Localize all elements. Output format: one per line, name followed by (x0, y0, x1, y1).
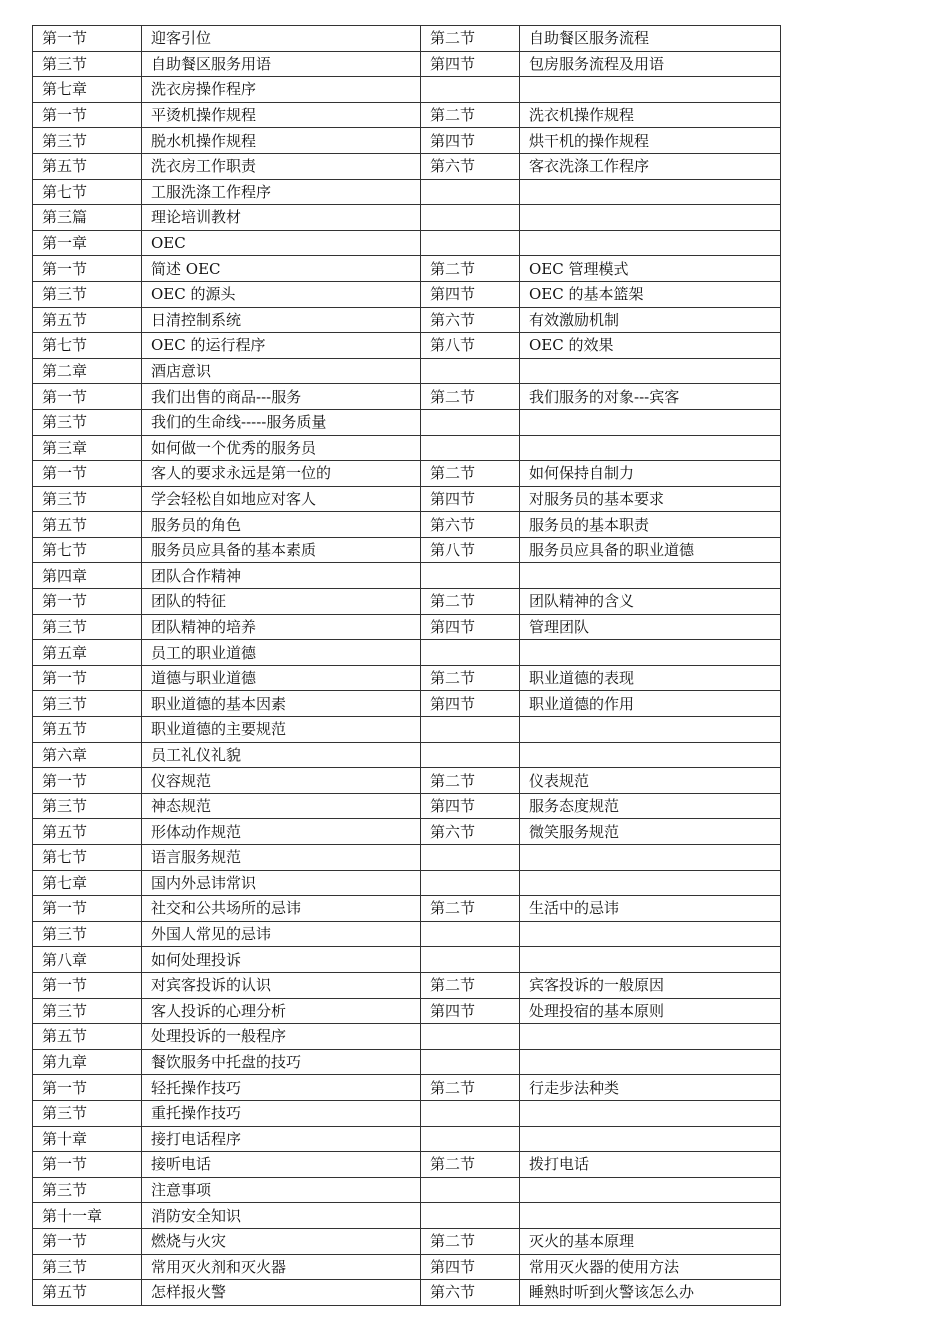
entry-number: 第一节 (33, 896, 142, 922)
entry-title: OEC 的源头 (142, 281, 421, 307)
entry-title-right (520, 870, 781, 896)
entry-title: 接听电话 (142, 1152, 421, 1178)
entry-number: 第三节 (33, 998, 142, 1024)
entry-title-right: 宾客投诉的一般原因 (520, 972, 781, 998)
entry-title: OEC (142, 230, 421, 256)
table-row (33, 1254, 781, 1280)
entry-number-right: 第四节 (421, 691, 520, 717)
entry-title-right: 服务态度规范 (520, 793, 781, 819)
table-row (33, 614, 781, 640)
table-row (33, 435, 781, 461)
entry-number: 第三节 (33, 614, 142, 640)
entry-title: 洗衣房工作职责 (142, 153, 421, 179)
entry-number-right: 第六节 (421, 307, 520, 333)
entry-title: 怎样报火警 (142, 1280, 421, 1306)
table-row (33, 1152, 781, 1178)
entry-number: 第三节 (33, 1254, 142, 1280)
entry-title: 工服洗涤工作程序 (142, 179, 421, 205)
entry-number-right: 第二节 (421, 102, 520, 128)
entry-number-right: 第二节 (421, 768, 520, 794)
entry-title: 仪容规范 (142, 768, 421, 794)
entry-title-right (520, 1049, 781, 1075)
entry-number-right: 第二节 (421, 26, 520, 52)
entry-title-right: 微笑服务规范 (520, 819, 781, 845)
entry-number-right (421, 947, 520, 973)
entry-number-right (421, 870, 520, 896)
entry-title-right (520, 742, 781, 768)
entry-title: 团队精神的培养 (142, 614, 421, 640)
entry-number: 第五节 (33, 307, 142, 333)
entry-number-right: 第六节 (421, 512, 520, 538)
entry-title-right: OEC 的基本篮架 (520, 281, 781, 307)
entry-number: 第一节 (33, 26, 142, 52)
entry-title-right (520, 358, 781, 384)
entry-number: 第三节 (33, 281, 142, 307)
entry-title-right: 我们服务的对象---宾客 (520, 384, 781, 410)
entry-title-right: OEC 管理模式 (520, 256, 781, 282)
entry-title: 神态规范 (142, 793, 421, 819)
table-row (33, 102, 781, 128)
entry-number: 第一节 (33, 384, 142, 410)
entry-title: 客人的要求永远是第一位的 (142, 461, 421, 487)
entry-title-right: 常用灭火器的使用方法 (520, 1254, 781, 1280)
entry-title-right: 有效激励机制 (520, 307, 781, 333)
entry-number-right: 第二节 (421, 256, 520, 282)
entry-number: 第一章 (33, 230, 142, 256)
entry-title-right (520, 1177, 781, 1203)
entry-number: 第五节 (33, 819, 142, 845)
entry-title-right: 对服务员的基本要求 (520, 486, 781, 512)
entry-number: 第一节 (33, 589, 142, 615)
entry-title: 团队合作精神 (142, 563, 421, 589)
entry-title: 接打电话程序 (142, 1126, 421, 1152)
entry-number-right (421, 435, 520, 461)
table-row (33, 640, 781, 666)
entry-number-right: 第六节 (421, 153, 520, 179)
entry-title: 职业道德的主要规范 (142, 717, 421, 743)
entry-number: 第七章 (33, 77, 142, 103)
entry-title-right: 服务员的基本职责 (520, 512, 781, 538)
entry-number: 第一节 (33, 256, 142, 282)
entry-number-right: 第二节 (421, 384, 520, 410)
table-row (33, 665, 781, 691)
entry-title-right: 生活中的忌讳 (520, 896, 781, 922)
entry-number-right: 第四节 (421, 51, 520, 77)
entry-number: 第七节 (33, 845, 142, 871)
entry-title-right (520, 435, 781, 461)
table-row (33, 742, 781, 768)
entry-number: 第十一章 (33, 1203, 142, 1229)
entry-number: 第三节 (33, 1177, 142, 1203)
table-row (33, 563, 781, 589)
entry-number: 第七节 (33, 333, 142, 359)
entry-title: 处理投诉的一般程序 (142, 1024, 421, 1050)
entry-title: 重托操作技巧 (142, 1100, 421, 1126)
entry-title-right (520, 1024, 781, 1050)
table-row (33, 1228, 781, 1254)
entry-number-right: 第二节 (421, 1228, 520, 1254)
entry-number-right: 第二节 (421, 1152, 520, 1178)
entry-number-right: 第四节 (421, 1254, 520, 1280)
entry-title-right: 团队精神的含义 (520, 589, 781, 615)
entry-number-right (421, 409, 520, 435)
document-page (32, 25, 780, 1306)
entry-number-right (421, 230, 520, 256)
entry-title-right (520, 845, 781, 871)
entry-title: 国内外忌讳常识 (142, 870, 421, 896)
entry-title: 如何处理投诉 (142, 947, 421, 973)
entry-title: 团队的特征 (142, 589, 421, 615)
entry-number: 第一节 (33, 972, 142, 998)
table-row (33, 896, 781, 922)
table-row (33, 845, 781, 871)
entry-number-right: 第二节 (421, 665, 520, 691)
entry-title-right: 管理团队 (520, 614, 781, 640)
entry-number: 第三节 (33, 1100, 142, 1126)
entry-title-right (520, 717, 781, 743)
entry-number-right (421, 1126, 520, 1152)
entry-title-right: 客衣洗涤工作程序 (520, 153, 781, 179)
entry-title-right (520, 230, 781, 256)
entry-number-right (421, 1049, 520, 1075)
entry-title: 理论培训教材 (142, 205, 421, 231)
entry-number: 第七章 (33, 870, 142, 896)
entry-title-right: 处理投宿的基本原则 (520, 998, 781, 1024)
table-row (33, 307, 781, 333)
entry-number: 第六章 (33, 742, 142, 768)
entry-title-right: 职业道德的表现 (520, 665, 781, 691)
entry-title-right: 服务员应具备的职业道德 (520, 537, 781, 563)
table-row (33, 870, 781, 896)
table-row (33, 947, 781, 973)
entry-number-right (421, 563, 520, 589)
entry-number: 第三节 (33, 128, 142, 154)
entry-title: 注意事项 (142, 1177, 421, 1203)
entry-title: 对宾客投诉的认识 (142, 972, 421, 998)
entry-number-right: 第四节 (421, 793, 520, 819)
entry-title: 学会轻松自如地应对客人 (142, 486, 421, 512)
entry-number: 第一节 (33, 665, 142, 691)
toc-body (33, 26, 781, 1306)
entry-title-right (520, 947, 781, 973)
entry-title: 语言服务规范 (142, 845, 421, 871)
entry-title: 常用灭火剂和灭火器 (142, 1254, 421, 1280)
entry-title: 服务员的角色 (142, 512, 421, 538)
table-row (33, 691, 781, 717)
entry-number-right: 第八节 (421, 333, 520, 359)
table-row (33, 409, 781, 435)
entry-number: 第三节 (33, 486, 142, 512)
entry-title-right: 洗衣机操作规程 (520, 102, 781, 128)
entry-title-right (520, 1203, 781, 1229)
table-row (33, 51, 781, 77)
entry-number-right: 第二节 (421, 589, 520, 615)
entry-title: OEC 的运行程序 (142, 333, 421, 359)
entry-number-right: 第四节 (421, 614, 520, 640)
entry-number-right: 第八节 (421, 537, 520, 563)
table-row (33, 486, 781, 512)
entry-title-right (520, 1100, 781, 1126)
table-row (33, 128, 781, 154)
entry-number: 第二章 (33, 358, 142, 384)
entry-number: 第七节 (33, 179, 142, 205)
entry-number-right: 第二节 (421, 461, 520, 487)
table-row (33, 793, 781, 819)
table-row (33, 256, 781, 282)
entry-number-right (421, 1100, 520, 1126)
entry-title: 酒店意识 (142, 358, 421, 384)
entry-title-right: 职业道德的作用 (520, 691, 781, 717)
table-row (33, 717, 781, 743)
entry-title: 洗衣房操作程序 (142, 77, 421, 103)
entry-title: 日清控制系统 (142, 307, 421, 333)
entry-title-right: 烘干机的操作规程 (520, 128, 781, 154)
entry-number-right: 第四节 (421, 281, 520, 307)
entry-number: 第一节 (33, 768, 142, 794)
entry-number-right: 第二节 (421, 1075, 520, 1101)
entry-title-right: 拨打电话 (520, 1152, 781, 1178)
table-row (33, 333, 781, 359)
entry-title-right (520, 640, 781, 666)
entry-number: 第三章 (33, 435, 142, 461)
table-row (33, 153, 781, 179)
table-row (33, 1126, 781, 1152)
entry-number-right (421, 1203, 520, 1229)
entry-title: 职业道德的基本因素 (142, 691, 421, 717)
table-row (33, 1075, 781, 1101)
entry-title: 我们的生命线-----服务质量 (142, 409, 421, 435)
entry-title: 平烫机操作规程 (142, 102, 421, 128)
entry-title-right (520, 77, 781, 103)
entry-number-right: 第四节 (421, 486, 520, 512)
entry-number: 第七节 (33, 537, 142, 563)
table-row (33, 921, 781, 947)
entry-title-right: 仪表规范 (520, 768, 781, 794)
entry-title: 员工的职业道德 (142, 640, 421, 666)
entry-number-right (421, 179, 520, 205)
entry-number-right (421, 1177, 520, 1203)
table-row (33, 179, 781, 205)
table-row (33, 1177, 781, 1203)
table-row (33, 1203, 781, 1229)
entry-number: 第五节 (33, 717, 142, 743)
entry-title-right (520, 921, 781, 947)
entry-title-right: 包房服务流程及用语 (520, 51, 781, 77)
entry-number-right: 第四节 (421, 998, 520, 1024)
entry-number: 第五章 (33, 640, 142, 666)
entry-title: 迎客引位 (142, 26, 421, 52)
entry-title: 服务员应具备的基本素质 (142, 537, 421, 563)
entry-title: 员工礼仪礼貌 (142, 742, 421, 768)
entry-number: 第五节 (33, 512, 142, 538)
entry-title: 形体动作规范 (142, 819, 421, 845)
entry-number-right: 第六节 (421, 819, 520, 845)
entry-title-right (520, 179, 781, 205)
entry-number: 第三节 (33, 51, 142, 77)
entry-title: 自助餐区服务用语 (142, 51, 421, 77)
entry-number: 第五节 (33, 153, 142, 179)
entry-title: 消防安全知识 (142, 1203, 421, 1229)
entry-number: 第三篇 (33, 205, 142, 231)
table-row (33, 230, 781, 256)
entry-number-right (421, 358, 520, 384)
entry-number-right (421, 205, 520, 231)
entry-number: 第一节 (33, 102, 142, 128)
entry-title-right: OEC 的效果 (520, 333, 781, 359)
table-row (33, 819, 781, 845)
entry-title: 轻托操作技巧 (142, 1075, 421, 1101)
entry-number: 第十章 (33, 1126, 142, 1152)
entry-title-right (520, 1126, 781, 1152)
entry-number: 第三节 (33, 921, 142, 947)
entry-number-right: 第二节 (421, 896, 520, 922)
entry-title: 餐饮服务中托盘的技巧 (142, 1049, 421, 1075)
table-row (33, 205, 781, 231)
entry-number: 第五节 (33, 1024, 142, 1050)
entry-title-right: 睡熟时听到火警该怎么办 (520, 1280, 781, 1306)
entry-number: 第三节 (33, 409, 142, 435)
entry-number-right: 第四节 (421, 128, 520, 154)
entry-number: 第一节 (33, 1075, 142, 1101)
entry-number-right: 第六节 (421, 1280, 520, 1306)
entry-number-right (421, 921, 520, 947)
entry-title: 社交和公共场所的忌讳 (142, 896, 421, 922)
entry-title-right (520, 205, 781, 231)
entry-number-right: 第二节 (421, 972, 520, 998)
entry-number: 第五节 (33, 1280, 142, 1306)
entry-title: 客人投诉的心理分析 (142, 998, 421, 1024)
entry-title: 燃烧与火灾 (142, 1228, 421, 1254)
entry-title-right: 行走步法种类 (520, 1075, 781, 1101)
entry-number-right (421, 742, 520, 768)
table-row (33, 1280, 781, 1306)
entry-number-right (421, 845, 520, 871)
entry-number: 第三节 (33, 793, 142, 819)
entry-number-right (421, 717, 520, 743)
entry-title: 我们出售的商品---服务 (142, 384, 421, 410)
entry-title-right: 灭火的基本原理 (520, 1228, 781, 1254)
table-row (33, 512, 781, 538)
table-row (33, 358, 781, 384)
entry-title-right: 自助餐区服务流程 (520, 26, 781, 52)
table-row (33, 281, 781, 307)
table-row (33, 384, 781, 410)
entry-number: 第一节 (33, 461, 142, 487)
table-row (33, 537, 781, 563)
entry-title-right (520, 563, 781, 589)
entry-number-right (421, 1024, 520, 1050)
entry-number: 第八章 (33, 947, 142, 973)
entry-number: 第一节 (33, 1228, 142, 1254)
entry-number-right (421, 640, 520, 666)
table-row (33, 461, 781, 487)
table-row (33, 972, 781, 998)
table-row (33, 1100, 781, 1126)
entry-title: 道德与职业道德 (142, 665, 421, 691)
entry-number: 第九章 (33, 1049, 142, 1075)
entry-number: 第三节 (33, 691, 142, 717)
entry-title: 简述 OEC (142, 256, 421, 282)
entry-title: 脱水机操作规程 (142, 128, 421, 154)
entry-title: 外国人常见的忌讳 (142, 921, 421, 947)
table-row (33, 1024, 781, 1050)
entry-title-right (520, 409, 781, 435)
table-row (33, 589, 781, 615)
table-of-contents (32, 25, 781, 1306)
entry-title: 如何做一个优秀的服务员 (142, 435, 421, 461)
table-row (33, 768, 781, 794)
table-row (33, 998, 781, 1024)
entry-number-right (421, 77, 520, 103)
entry-number: 第一节 (33, 1152, 142, 1178)
entry-title-right: 如何保持自制力 (520, 461, 781, 487)
table-row (33, 1049, 781, 1075)
entry-number: 第四章 (33, 563, 142, 589)
table-row (33, 26, 781, 52)
table-row (33, 77, 781, 103)
